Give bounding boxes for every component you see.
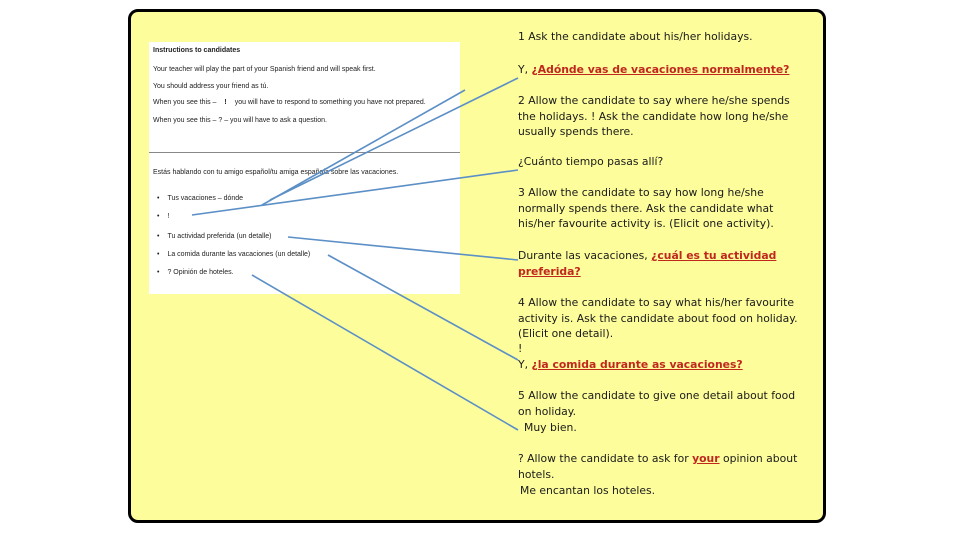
- instructions-line: When you see this – ? – you will have to ask a question.: [153, 117, 327, 124]
- connector-line: [288, 237, 518, 260]
- emphasis-word: your: [692, 452, 720, 465]
- spanish-question: ¿la comida durante as vacaciones?: [531, 358, 743, 371]
- note-text: opinion about hotels.: [518, 452, 798, 481]
- bullet-item: • Tu actividad preferida (un detalle): [157, 233, 271, 240]
- instructions-title: Instructions to candidates: [153, 47, 241, 54]
- note-text: Durante las vacaciones,: [518, 249, 648, 262]
- note-4: 4 Allow the candidate to say what his/her favourite activity is. Ask the candidate about food on holiday. (Elicit one detail).: [518, 296, 798, 340]
- note-6-response: Me encantan los hoteles.: [520, 484, 656, 497]
- note-4-question: [518, 357, 808, 373]
- note-text: ? Allow the candidate to ask for: [518, 452, 689, 465]
- scenario-text: Estás hablando con tu amigo español/tu amiga española sobre las vacaciones.: [153, 169, 399, 176]
- note-2-question: ¿Cuánto tiempo pasas allí?: [518, 155, 664, 168]
- note-2: 2 Allow the candidate to say where he/she spends the holidays. ! Ask the candidate how long he/she usually spends there.: [518, 94, 790, 138]
- spanish-question: ¿Adónde vas de vacaciones normalmente?: [531, 63, 790, 76]
- bullet-item: • La comida durante las vacaciones (un detalle): [157, 251, 310, 258]
- note-text: Y,: [518, 63, 529, 76]
- bullet-item: • Tus vacaciones – dónde: [157, 195, 243, 202]
- note-6: [518, 451, 808, 482]
- connector-line: [252, 275, 518, 430]
- bullet-item: • !: [157, 213, 169, 220]
- note-1-question: [518, 62, 808, 78]
- note-text: Y,: [518, 358, 529, 371]
- exclamation-mark: !: [224, 99, 227, 106]
- instructions-text: When you see this –: [153, 99, 217, 106]
- spanish-question: ¿cuál es tu actividad preferida?: [518, 249, 777, 278]
- note-3-question: [518, 248, 808, 279]
- bullet-item: • ? Opinión de hoteles.: [157, 269, 234, 276]
- note-1: 1 Ask the candidate about his/her holidays.: [518, 30, 753, 43]
- note-5: 5 Allow the candidate to give one detail about food on holiday.: [518, 389, 796, 418]
- note-3: 3 Allow the candidate to say how long he/she normally spends there. Ask the candidate what his/her favourite activity is. (Elicit one activity).: [518, 186, 774, 230]
- connector-line: [270, 78, 518, 200]
- instructions-line: You should address your friend as tú.: [153, 83, 269, 90]
- connector-line: [262, 90, 465, 205]
- instructions-text: you will have to respond to something you have not prepared.: [234, 99, 426, 106]
- connector-line: [192, 170, 518, 215]
- note-5-response: Muy bien.: [524, 421, 577, 434]
- note-4-mark: !: [518, 342, 523, 355]
- instructions-line: Your teacher will play the part of your Spanish friend and will speak first.: [153, 66, 376, 73]
- connector-line: [328, 255, 518, 360]
